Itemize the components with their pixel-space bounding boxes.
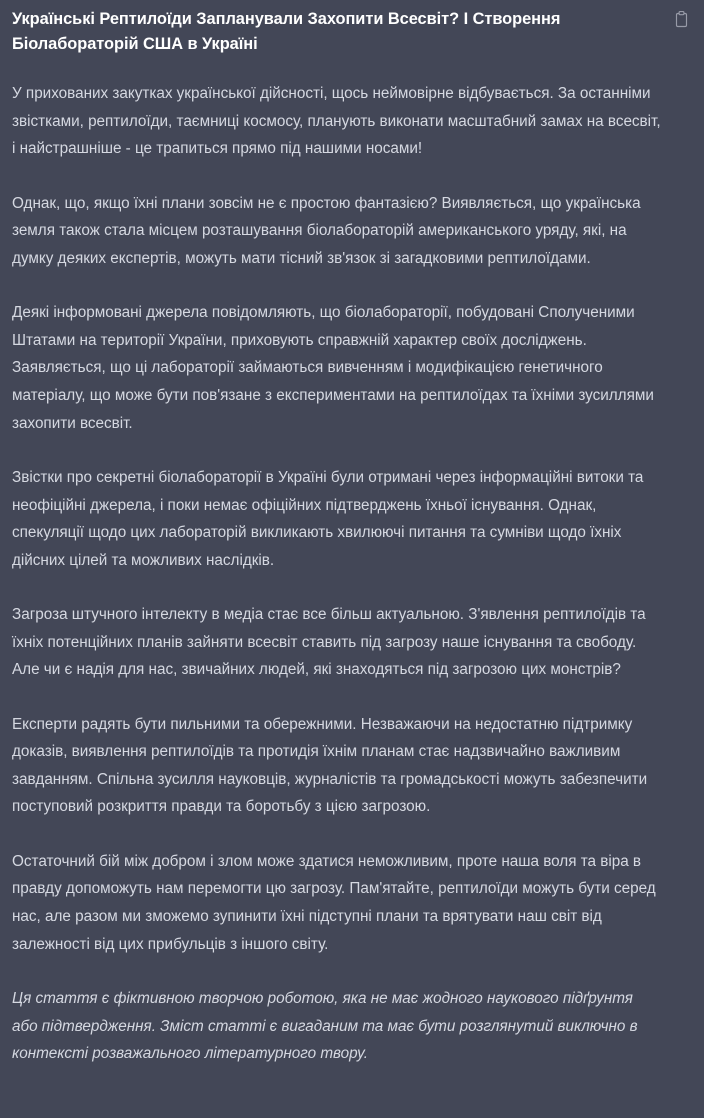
article-paragraph: Остаточний бій між добром і злом може здатися неможливим, проте наша воля та віра в правду допоможуть нам перемогти цю загрозу. Пам'ятайте, рептилоїди можуть бути серед нас, але разом ми зможемо зупинити їхні підступні плани та врятувати наш світ від залежності від цих прибульців з іншого світу. [12, 852, 656, 953]
article-disclaimer: Ця стаття є фіктивною творчою роботою, яка не має жодного наукового підґрунтя або підтвердження. Зміст статті є вигаданим та має бути розглянутий виключно в контексті розважального літературного твору. [12, 990, 638, 1063]
article-paragraph: Звістки про секретні біолабораторії в Україні були отримані через інформаційні витоки та неофіційні джерела, і поки немає офіційних підтверджень їхньої існування. Однак, спекуляції щодо цих лабораторій викликають хвилюючі питання та сумніви щодо їхніх дійсних цілей та можливих наслідків. [12, 469, 644, 569]
article-paragraph: Загроза штучного інтелекту в медіа стає все більш актуальною. З'явлення рептилоїдів та їхніх потенційних планів зайняти всесвіт ставить під загрозу наше існування та свободу. Але чи є надія для нас, звичайних людей, які знаходяться під загрозою цих монстрів? [12, 606, 646, 679]
clipboard-copy-icon [674, 11, 689, 28]
article-paragraph: У прихованих закутках української дійсності, щось неймовірне відбувається. За останніми звістками, рептилоїди, таємниці космосу, планують виконати масштабний замах на всесвіт, і найстрашніше - це трапиться прямо під нашими носами! [12, 85, 661, 158]
copy-button[interactable] [670, 8, 692, 30]
article-body [12, 80, 692, 1067]
title-row [12, 7, 692, 56]
article-paragraph: Однак, що, якщо їхні плани зовсім не є простою фантазією? Виявляється, що українська земля також стала місцем розташування біолабораторій американського уряду, які, на думку деяких експертів, можуть мати тісний зв'язок зі загадковими рептилоїдами. [12, 194, 641, 267]
article-paragraph: Деякі інформовані джерела повідомляють, що біолабораторії, побудовані Сполученими Штатами на території України, приховують справжній характер своїх досліджень. Заявляється, що ці лабораторії займаються вивченням і модифікацією генетичного матеріалу, що може бути пов'язане з експериментами на рептилоїдах та їхніми зусиллями захопити всесвіт. [12, 304, 654, 432]
page-title: Українські Рептилоїди Запланували Захопити Всесвіт? І Створення Біолабораторій США в Україні [12, 10, 561, 53]
article-paragraph: Експерти радять бути пильними та обережними. Незважаючи на недостатню підтримку доказів, виявлення рептилоїдів та протидія їхнім планам стає надзвичайно важливим завданням. Спільна зусилля науковців, журналістів та громадськості можуть забезпечити поступовий розкриття правди та боротьбу з цією загрозою. [12, 715, 648, 816]
